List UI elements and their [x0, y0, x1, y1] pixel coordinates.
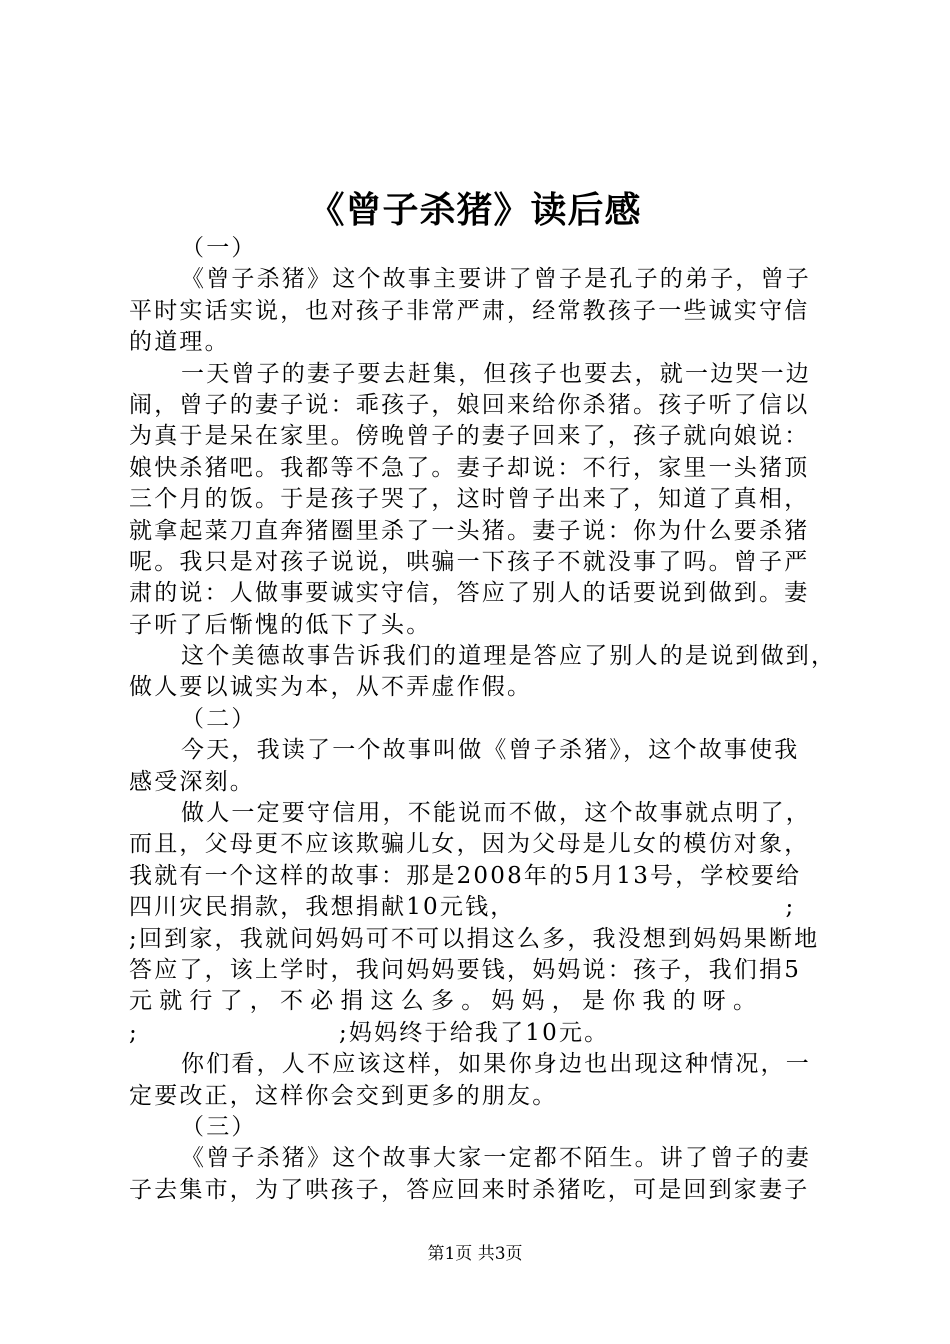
text-fragment: ;妈妈终于给我了10元。 — [338, 1019, 610, 1046]
text-line: 就拿起菜刀直奔猪圈里杀了一头猪。妻子说：你为什么要杀猪 — [129, 517, 810, 544]
text-line: 为真于是呆在家里。傍晚曾子的妻子回来了，孩子就向娘说： — [129, 423, 810, 450]
text-line: 子去集市，为了哄孩子，答应回来时杀猪吃，可是回到家妻子 — [129, 1176, 810, 1203]
text-line: ;回到家，我就问妈妈可不可以捐这么多，我没想到妈妈果断地 — [129, 925, 820, 952]
text-line-with-trailing-mark — [129, 892, 829, 923]
text-line: 你们看，人不应该这样，如果你身边也出现这种情况，一 — [181, 1051, 811, 1078]
text-line: 我就有一个这样的故事：那是2008年的5月13号，学校要给 — [129, 862, 802, 889]
section-heading-2: （二） — [181, 705, 257, 732]
text-line: 平时实话实说，也对孩子非常严肃，经常教孩子一些诚实守信 — [129, 297, 810, 324]
text-line: 闹，曾子的妻子说：乖孩子，娘回来给你杀猪。孩子听了信以 — [129, 391, 810, 418]
text-line: 做人一定要守信用，不能说而不做，这个故事就点明了， — [181, 800, 811, 827]
text-line: 子听了后惭愧的低下了头。 — [129, 611, 432, 638]
text-line: 感受深刻。 — [129, 768, 255, 795]
document-body — [129, 233, 837, 1206]
text-line: 三个月的饭。于是孩子哭了，这时曾子出来了，知道了真相， — [129, 486, 810, 513]
stray-semicolon: ; — [785, 894, 796, 921]
text-fragment: 四川灾民捐款，我想捐献10元钱， — [129, 894, 516, 921]
text-line: 这个美德故事告诉我们的道理是答应了别人的是说到做到， — [181, 643, 837, 670]
text-line: 《曾子杀猪》这个故事主要讲了曾子是孔子的弟子，曾子 — [181, 266, 811, 293]
text-line: 答应了，该上学时，我问妈妈要钱，妈妈说：孩子，我们捐5 — [129, 956, 802, 983]
text-line: 娘快杀猪吧。我都等不急了。妻子却说：不行，家里一头猪顶 — [129, 454, 810, 481]
text-line: 今天，我读了一个故事叫做《曾子杀猪》，这个故事使我 — [181, 737, 800, 764]
page-number: 第1页 共3页 — [427, 1244, 523, 1264]
text-line: 呢。我只是对孩子说说，哄骗一下孩子不就没事了吗。曾子严 — [129, 548, 810, 575]
section-heading-1: （一） — [181, 235, 257, 261]
text-line: 元就行了，不必捐这么多。妈妈，是你我的呀。 — [129, 988, 764, 1015]
text-line-with-leading-mark — [129, 1018, 829, 1049]
section-heading-3: （三） — [181, 1113, 257, 1140]
text-line: 的道理。 — [129, 329, 230, 356]
text-line: 肃的说：人做事要诚实守信，答应了别人的话要说到做到。妻 — [129, 580, 810, 607]
text-line: 而且，父母更不应该欺骗儿女，因为父母是儿女的模仿对象， — [129, 831, 810, 858]
text-line: 做人要以诚实为本，从不弄虚作假。 — [129, 674, 533, 701]
text-line: 一天曾子的妻子要去赶集，但孩子也要去，就一边哭一边 — [181, 360, 811, 387]
stray-semicolon: ; — [129, 1019, 139, 1046]
document-title: 《曾子杀猪》读后感 — [308, 189, 642, 231]
text-line: 定要改正，这样你会交到更多的朋友。 — [129, 1082, 558, 1109]
text-line: 《曾子杀猪》这个故事大家一定都不陌生。讲了曾子的妻 — [181, 1145, 811, 1172]
